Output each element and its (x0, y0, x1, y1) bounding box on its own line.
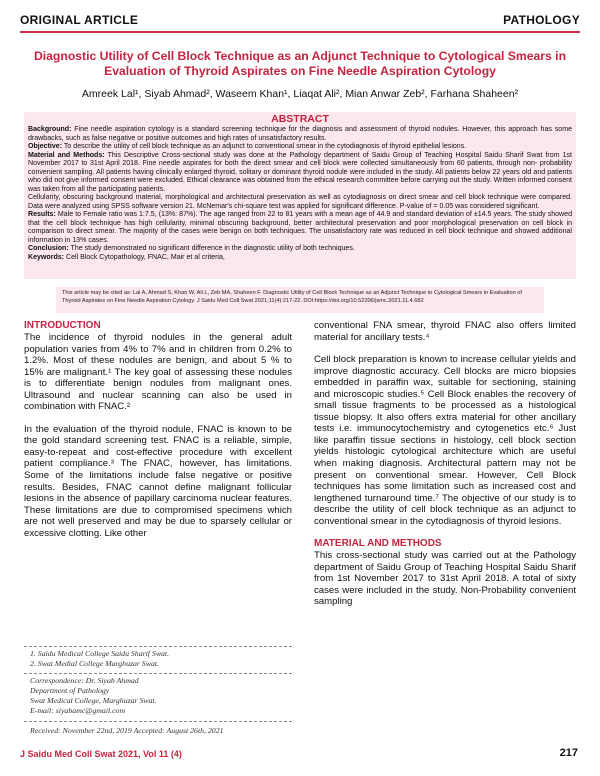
introduction-heading: INTRODUCTION (24, 320, 101, 331)
background-text: Fine needle aspiration cytology is a standard screening technique for the diagnosis and assessment of thyroid nodules. However, this approach has some drawbacks, such as false negative or positive outcomes and high rates of unsatisfactory results. (28, 126, 572, 142)
article-type-label: ORIGINAL ARTICLE (20, 13, 139, 27)
results-text: Male to Female ratio was 1:7.5, (13%: 87%). The age ranged from 22 to 81 years with a mean age of 44.9 and standard deviation of ±14.5 years. The study showed that the cell block technique has high cellularity, minimal obscuring background, better architectural preservation and poor morphological preservation on cell block in comparison to direct smear. The majority of the cases were benign on both techniques. The unsatisfactory rate was reduced in cell block technique and showed additional information in 13% cases. (28, 211, 572, 244)
article-title: Diagnostic Utility of Cell Block Technique as an Adjunct Technique to Cytological Smears in Evaluation of Thyroid Aspirates on Fine Needle Aspiration Cytology (33, 49, 567, 78)
correspondence-dept: Department of Pathology (30, 686, 110, 695)
objective-text: To describe the utility of cell block technique as an adjunct to conventional smear in the cytodiagnosis of thyroid epithelial lesions. (62, 143, 467, 150)
citation-box: This article may be cited as: Lal A, Ahmad S, Khan W, Ali L, Zeb MA, Shaheen F. Diagnostic Utility of Cell Block Technique as an Adjunct Technique to Cytological Smears in Evaluation of Thyroid Aspirates on Fine Needle Aspiration Cytology. J Saidu Med Coll Swat 2021;11(4):217-22. DOI:https://doi.org/10.52206/jsmc.2021.11.4.682 (56, 287, 544, 313)
objective-label: Objective: (28, 143, 63, 150)
received-accepted-dates: Received: November 22nd, 2019 Accepted: August 26th, 2021 (30, 726, 224, 735)
intro-paragraph-4: Cell block preparation is known to increase cellular yields and improve diagnostic accuracy. Cell blocks are micro biopsies embedded in paraffin wax, suitable for sectioning, staining and microscopic studies.⁵ Cell Block enables the recovery of small tissue fragments to be processed as a histological tissue biopsy. It also offers extra material for other ancillary tests i.e. immunocytochemistry and cytogenetics etc.⁶ Just like paraffin tissue sections in histology, cell block section yields histologic cytological architecture which are useful when making diagnosis. Architectural pattern may not be present on conventional smear. However, Cell Block techniques has some limitation such as increased cost and lengthened turnaround time.⁷ The objective of our study is to describe the utility of cell block technique as an adjunct to conventional smear in the cytodiagnosis of thyroid lesions. (314, 354, 576, 527)
header-rule (20, 31, 580, 33)
right-column (314, 320, 576, 619)
abstract-heading: ABSTRACT (271, 113, 329, 125)
footnote-rule-top (24, 646, 292, 647)
page-number: 217 (559, 747, 578, 759)
background-label: Background: (28, 126, 72, 133)
keywords-text: Cell Block Cytopathology, FNAC, Mair et al criteria, (64, 253, 225, 261)
methods-label: Material and Methods: (28, 151, 105, 159)
affiliation-2: 2. Swat Medial College Marghuzar Swat. (30, 659, 160, 668)
methods-paragraph-1: This cross-sectional study was carried out at the Pathology department of Saidu Group of Teaching Hospital Saidu Sharif from 1st November 2017 to 31st April 2018. A total of sixty cases were included in the study. Non-Probability convenient sampling (314, 550, 576, 608)
methods-text-2: Cellularity, obscuring background material, morphological and architectural preservation as well as cytodiagnosis on direct smear and cell block technique were compared. Data were analyzed using SPSS software version 21. McNemar's chi-square test was applied for significant difference. P-value of = 0.05 was considered significant. (28, 194, 572, 210)
correspondence-inst: Swat Medical College, Marghuzar Swat. (30, 696, 157, 705)
affiliation-1: 1. Saidu Medical College Saidu Sharif Swat. (30, 649, 170, 658)
footnote-rule-mid (24, 673, 292, 674)
authors-line: Amreek Lal¹, Siyab Ahmad², Waseem Khan¹, Liaqat Ali², Mian Anwar Zeb², Farhana Shaheen² (81, 88, 519, 100)
methods-text: This Descriptive Cross-sectional study was done at the Pathology department of Saidu Group of Teaching Hospital Saidu Sharif Swat from 1st November 2017 to 31st April 2018. Fine needle aspirates for both the direct smear and cell block were collected simultaneously from 60 patients, through non- probability convenient sampling. All patients having clinically enlarged thyroid, solitary or dominant thyroid nodule were included in the study. All patients below 22 years old and patients who did not give informed consent were excluded. Ethical clearance was obtained from the ethical research committee before carrying out the study. Written informed consent was taken from all the participating patients. (28, 151, 572, 193)
keywords-label: Keywords: (28, 253, 65, 261)
journal-footer: J Saidu Med Coll Swat 2021, Vol 11 (4) (20, 749, 182, 759)
abstract-body (28, 126, 572, 262)
left-column (24, 320, 292, 550)
footnote-rule-bottom (24, 721, 292, 722)
conclusion-label: Conclusion: (28, 245, 69, 252)
correspondence-name: Correspondence: Dr. Siyab Ahmad (30, 676, 139, 685)
intro-paragraph-3: conventional FNA smear, thyroid FNAC also offers limited material for ancillary tests.⁴ (314, 320, 576, 343)
intro-paragraph-2: In the evaluation of the thyroid nodule, FNAC is known to be the gold standard screening test. FNAC is a reliable, simple, easy-to-repeat and cost-effective procedure with excellent patient compliance.³ The FNAC, however, has limitations. Some of the limitations include false negative or positive results. Besides, FNAC cannot define malignant follicular lesions in the absence of papillary carcinoma nuclear features. These limitations are due to compromised specimens which are not well preserved and may be due to sparsely cellular or excessive clotting. Like other (24, 423, 292, 539)
methods-heading: MATERIAL AND METHODS (314, 538, 442, 550)
correspondence-email: E-mail: siyabamc@gmail.com (30, 706, 126, 715)
conclusion-text: The study demonstrated no significant difference in the diagnostic utility of both techniques. (68, 245, 355, 252)
intro-paragraph-1: The incidence of thyroid nodules in the general adult population varies from 4% to 7% and in children from 0.2% to 1.2%. Most of these nodules are benign, and about 5 % to 15% are malignant.¹ The key goal of assessing these nodules is to differentiate benign nodules from malignant ones. Ultrasound and nuclear scanning can also be used in combination with FNAC.² (24, 332, 292, 413)
results-label: Results: (28, 211, 56, 218)
section-label: PATHOLOGY (503, 13, 580, 27)
